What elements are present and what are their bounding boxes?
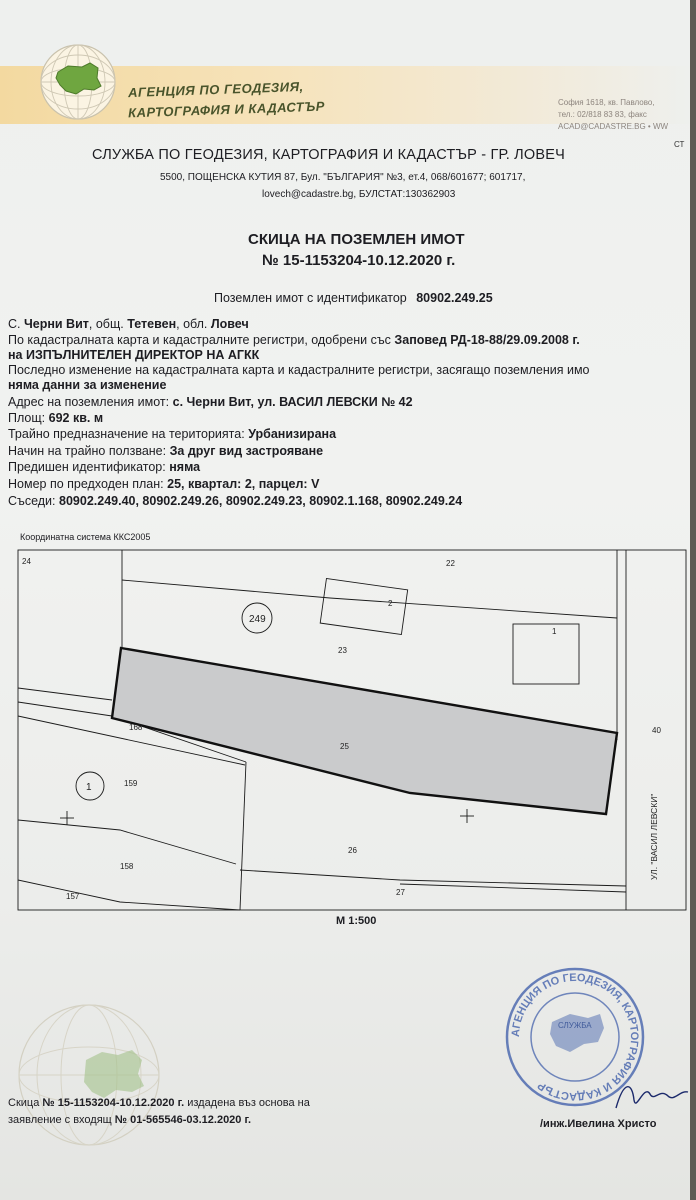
subject-parcel-25 xyxy=(112,648,617,814)
parcel-label-40: 40 xyxy=(652,726,661,735)
building-1 xyxy=(513,624,579,684)
boundary-26-27 xyxy=(240,870,626,886)
order-issuer-text: на ИЗПЪЛНИТЕЛЕН ДИРЕКТОР НА АГКК xyxy=(8,348,260,362)
identifier-label: Поземлен имот с идентификатор xyxy=(214,291,407,305)
boundary-158 xyxy=(18,820,236,864)
footer-line1-suffix: издадена въз основа на xyxy=(187,1097,310,1109)
stamp-center: СЛУЖБА xyxy=(558,1021,592,1030)
usage-label: Начин на трайно ползване: xyxy=(8,444,167,458)
coordinate-system: Координатна система ККС2005 xyxy=(20,532,151,542)
agency-contact-cut: СТ xyxy=(674,140,685,149)
agency-contact-line1: София 1618, кв. Павлово, xyxy=(558,98,655,107)
building-2 xyxy=(320,579,407,635)
last-change-label: Последно изменение на кадастралната карта и кадастралните регистри, засягащо поземления имо xyxy=(8,363,590,377)
footer-line2-prefix: заявление с входящ xyxy=(8,1114,112,1126)
area-label: Площ: xyxy=(8,411,46,425)
boundary-158-26 xyxy=(240,762,246,910)
parcel-label-158: 158 xyxy=(120,862,134,871)
agency-logo xyxy=(38,42,118,122)
parcel-label-25: 25 xyxy=(340,742,349,751)
agency-name-line1: АГЕНЦИЯ ПО ГЕОДЕЗИЯ, xyxy=(127,78,304,101)
parcel-label-24: 24 xyxy=(22,557,31,566)
parcel-label-26: 26 xyxy=(348,846,357,855)
watermark-logo xyxy=(14,1000,164,1150)
prev-id-value: няма xyxy=(169,460,201,474)
area-value: 692 кв. м xyxy=(48,411,104,425)
building-label-1: 1 xyxy=(552,627,557,636)
municipality: Тетевен xyxy=(127,317,177,331)
footer-application-number: № 01-565546-03.12.2020 г. xyxy=(114,1114,252,1126)
region-label: , обл. xyxy=(176,317,208,331)
parcel-label-168: 168 xyxy=(129,723,143,732)
address-label: Адрес на поземления имот: xyxy=(8,395,170,409)
block-label-249: 249 xyxy=(249,614,266,625)
signature xyxy=(610,1070,690,1120)
location-row xyxy=(8,317,249,331)
agency-contact-line2: тел.: 02/818 83 83, факс xyxy=(558,110,647,119)
agency-contact-line3: ACAD@CADASTRE.BG • WW xyxy=(558,122,669,131)
prev-plan-label: Номер по предходен план: xyxy=(8,477,164,491)
map-basis-row xyxy=(8,333,580,347)
parcel-label-157: 157 xyxy=(66,892,80,901)
area-row xyxy=(8,411,103,425)
prev-plan-value: 25, квартал: 2, парцел: V xyxy=(167,477,320,491)
boundary-22 xyxy=(122,580,617,618)
footer-line1-prefix: Скица xyxy=(8,1097,40,1109)
neighbors-row xyxy=(8,494,462,508)
purpose-label: Трайно предназначение на територията: xyxy=(8,427,245,441)
map-scale: М 1:500 xyxy=(336,915,377,927)
identifier-row xyxy=(214,291,493,305)
document-title: СКИЦА НА ПОЗЕМЛЕН ИМОТ xyxy=(248,231,465,248)
parcel-label-27: 27 xyxy=(396,888,405,897)
purpose-value: Урбанизирана xyxy=(248,427,337,441)
document-number: № 15-1153204-10.12.2020 г. xyxy=(262,252,456,269)
order-issuer xyxy=(8,348,259,362)
prev-id-label: Предишен идентификатор: xyxy=(8,460,166,474)
region: Ловеч xyxy=(210,317,249,331)
usage-value: За друг вид застрояване xyxy=(169,444,324,458)
map-basis-text: По кадастралната карта и кадастралните регистри, одобрени със xyxy=(8,333,391,347)
prev-id-row xyxy=(8,460,200,474)
village: Черни Вит xyxy=(23,317,89,331)
agency-name-line2: КАРТОГРАФИЯ И КАДАСТЪР xyxy=(127,98,326,121)
neighbors-label: Съседи: xyxy=(8,494,56,508)
office-address: 5500, ПОЩЕНСКА КУТИЯ 87, Бул. "БЪЛГАРИЯ" №3, ет.4, 068/601677; 601717, xyxy=(160,172,526,183)
identifier-value: 80902.249.25 xyxy=(416,291,493,305)
parcel-label-22: 22 xyxy=(446,559,455,568)
prev-plan-row xyxy=(8,477,319,491)
address-value: с. Черни Вит, ул. ВАСИЛ ЛЕВСКИ № 42 xyxy=(172,395,413,409)
municipality-label: , общ. xyxy=(88,317,124,331)
building-label-2: 2 xyxy=(388,599,393,608)
purpose-row xyxy=(8,427,336,441)
street-label: УЛ. "ВАСИЛ ЛЕВСКИ" xyxy=(649,793,659,880)
address-row xyxy=(8,395,413,409)
neighbors-value: 80902.249.40, 80902.249.26, 80902.249.23, 80902.1.168, 80902.249.24 xyxy=(59,494,463,508)
signatory-name: /инж.Ивелина Христо xyxy=(540,1118,657,1130)
stamp-ring-text: АГЕНЦИЯ ПО ГЕОДЕЗИЯ, КАРТОГРАФИЯ И КАДАСТЪР xyxy=(509,971,641,1103)
footer-line1 xyxy=(8,1097,310,1109)
block-label-1: 1 xyxy=(86,782,92,793)
footer-sketch-number: № 15-1153204-10.12.2020 г. xyxy=(42,1097,185,1109)
last-change-value xyxy=(8,378,166,392)
parcel-label-159: 159 xyxy=(124,779,138,788)
cadastral-map xyxy=(0,540,690,915)
approval-order: Заповед РД-18-88/29.09.2008 г. xyxy=(394,333,580,347)
usage-row xyxy=(8,444,323,458)
office-email-bulstat: lovech@cadastre.bg, БУЛСТАТ:130362903 xyxy=(262,189,456,200)
location-prefix: С. xyxy=(8,317,21,331)
last-change-text: няма данни за изменение xyxy=(8,378,167,392)
footer-line2 xyxy=(8,1114,251,1126)
parcel-label-23: 23 xyxy=(338,646,347,655)
office-name: СЛУЖБА ПО ГЕОДЕЗИЯ, КАРТОГРАФИЯ И КАДАСТЪР - ГР. ЛОВЕЧ xyxy=(92,147,565,163)
